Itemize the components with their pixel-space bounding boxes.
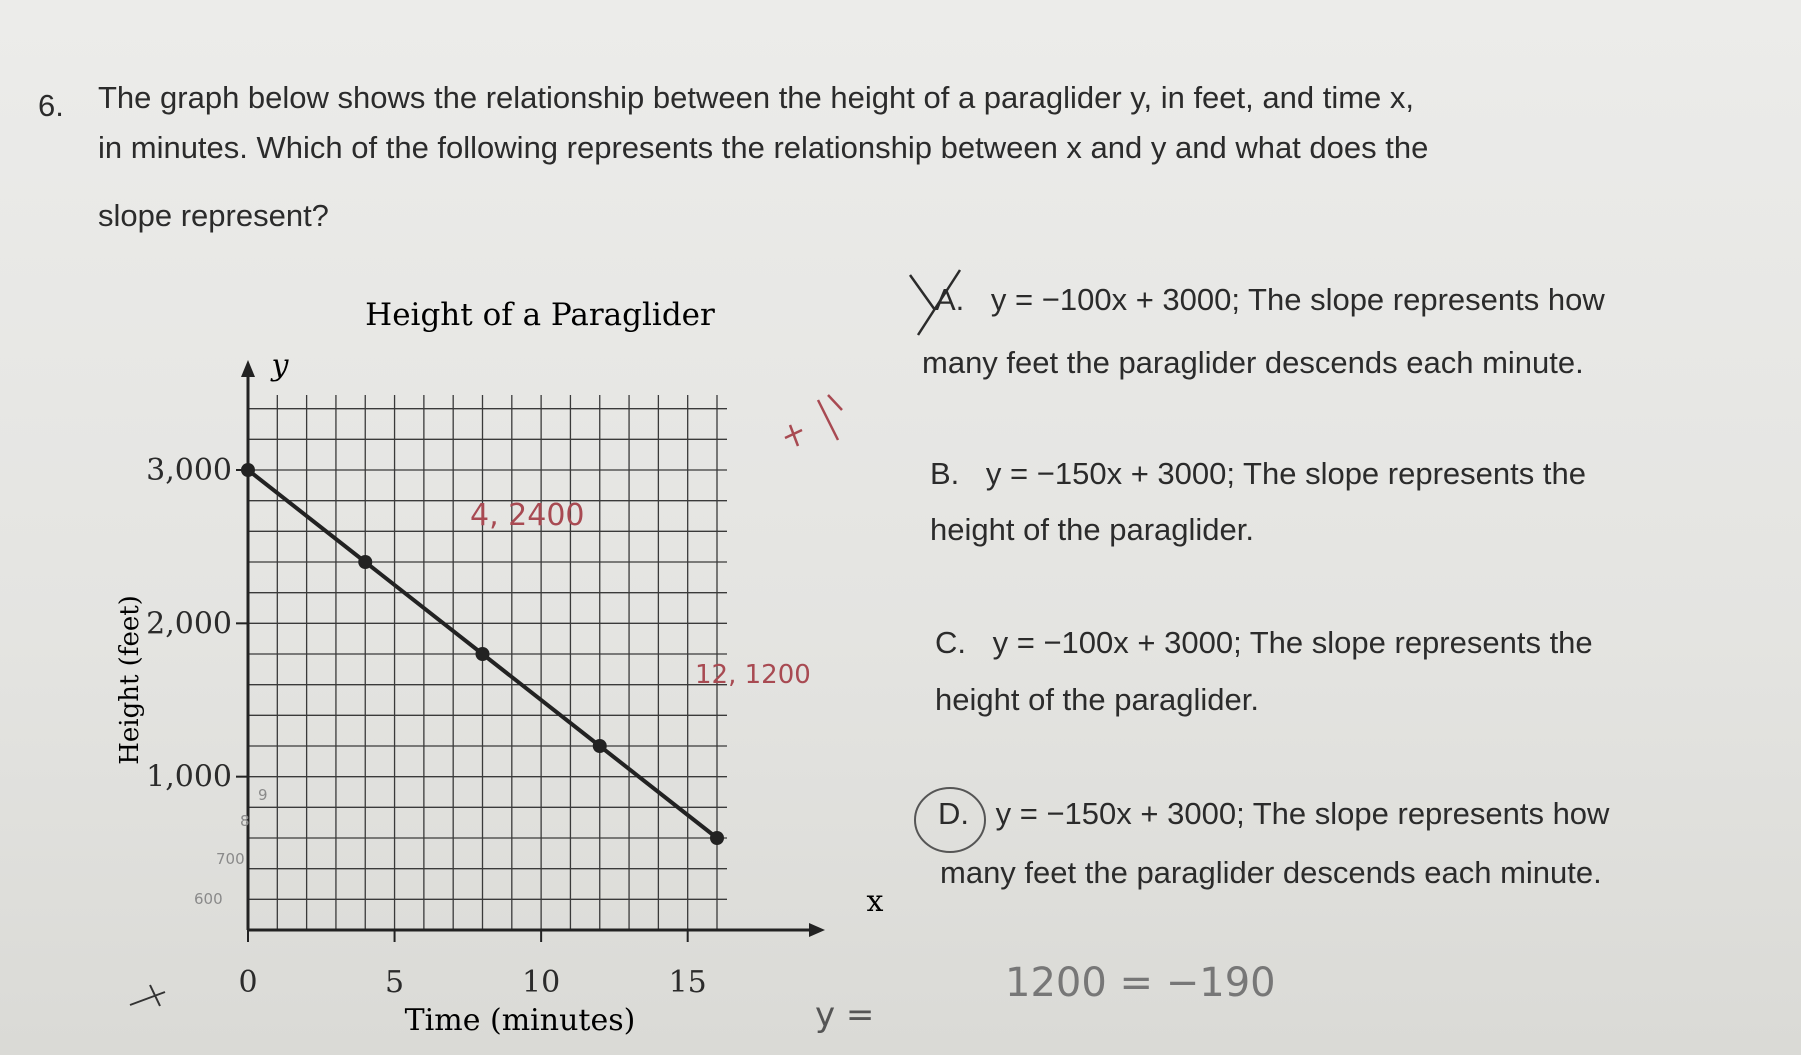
y-tick-label: 1,000 (146, 759, 232, 795)
choice-d-text-1: The slope represents how (1244, 796, 1610, 831)
choice-d-letter: D. (938, 796, 969, 831)
choice-b-equation: y = −150x + 3000; (985, 456, 1235, 491)
x-tick-label: 10 (522, 965, 561, 1000)
cross-mark-icon (785, 425, 802, 446)
choice-c-text-2: height of the paraglider. (935, 682, 1260, 717)
handwritten-tick-600: 600 (194, 890, 223, 908)
handwritten-point-12-1200: 12, 1200 (695, 660, 811, 690)
choice-b-letter: B. (930, 456, 960, 491)
choice-c-equation: y = −100x + 3000; (992, 625, 1242, 660)
question-line-2: in minutes. Which of the following represents the relationship between x and y and what does the (98, 130, 1429, 165)
choice-a-text-2: many feet the paraglider descends each minute. (922, 345, 1584, 380)
choice-d-equation: y = −150x + 3000; (995, 796, 1245, 831)
x-tick-label: 5 (385, 965, 405, 1000)
question-line-1: The graph below shows the relationship between the height of a paraglider y, in feet, and time x, (98, 80, 1415, 115)
choice-c-text-1: The slope represents the (1241, 625, 1593, 660)
y-tick-label: 2,000 (146, 606, 232, 642)
handwritten-tick-700: 700 (216, 850, 245, 868)
choice-b-text-2: height of the paraglider. (930, 512, 1255, 547)
handwritten-tick-800: 8 (240, 812, 250, 830)
handwritten-calculation: 1200 = −190 (1005, 960, 1276, 1006)
y-tick-label: 3,000 (146, 453, 232, 488)
question-number: 6. (38, 88, 64, 123)
handwritten-point-4-2400: 4, 2400 (470, 498, 585, 533)
choice-a-equation: y = −100x + 3000; (990, 282, 1240, 317)
x-axis-label: Time (minutes) (404, 1003, 636, 1038)
y-axis-label: Height (feet) (115, 595, 145, 765)
choice-b-text-1: The slope represents the (1234, 456, 1586, 491)
x-tick-label: 0 (238, 965, 258, 1000)
choice-b-line-1[interactable] (930, 456, 1586, 492)
scribble-mark-icon (130, 985, 165, 1006)
choice-d-text-2: many feet the paraglider descends each minute. (940, 855, 1602, 890)
choice-d-line-1[interactable] (938, 796, 1609, 832)
y-axis-letter: y (271, 348, 289, 383)
handwritten-y-equals: y = (815, 995, 875, 1035)
choice-a-text-1: The slope represents how (1239, 282, 1605, 317)
question-line-3: slope represent? (98, 198, 329, 233)
x-axis-letter: x (866, 884, 884, 919)
choice-c-letter: C. (935, 625, 966, 660)
choice-a-line-1[interactable] (935, 282, 1605, 318)
one-mark-icon (818, 395, 842, 440)
handwritten-tick-900: 9 (258, 786, 268, 804)
choice-a-letter: A. (935, 282, 965, 317)
x-tick-label: 15 (668, 965, 707, 1000)
chart-title: Height of a Paraglider (365, 297, 715, 333)
choice-c-line-1[interactable] (935, 625, 1593, 661)
